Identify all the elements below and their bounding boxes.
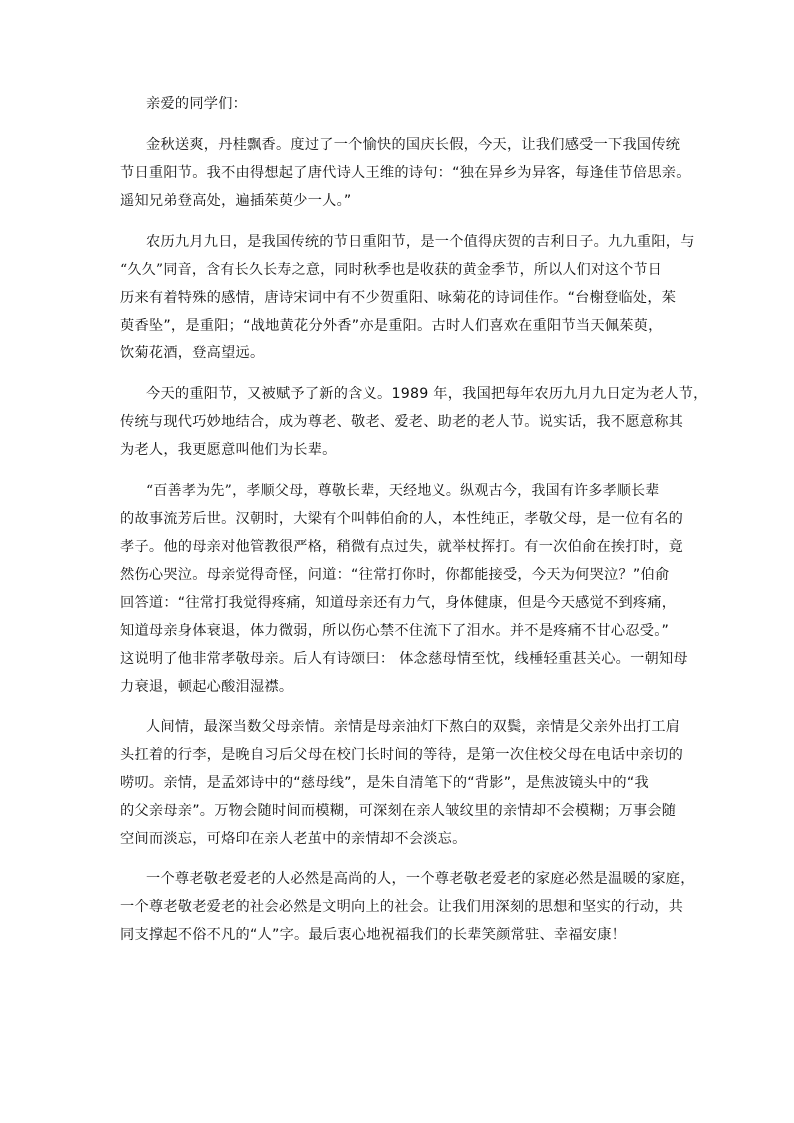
paragraph-6-line-2: 一个尊老敬老爱老的社会必然是文明向上的社会。让我们用深刻的思想和坚实的行动，共 — [120, 899, 684, 915]
paragraph-6-line-1: 一个尊老敬老爱老的人必然是高尚的人，一个尊老敬老爱老的家庭必然是温暖的家庭， — [146, 871, 695, 887]
paragraph-2-line-1: 农历九月九日，是我国传统的节日重阳节，是一个值得庆贺的吉利日子。九九重阳，与 — [146, 234, 695, 250]
paragraph-2-line-3: 历来有着特殊的感情，唐诗宋词中有不少贺重阳、咏菊花的诗词佳作。“台榭登临处，茱 — [120, 290, 677, 306]
paragraph-2-line-5: 饮菊花酒，登高望远。 — [120, 345, 265, 361]
paragraph-5-line-5: 空间而淡忘，可烙印在亲人老茧中的亲情却不会淡忘。 — [120, 831, 467, 847]
paragraph-2-line-2: “久久”同音，含有长久长寿之意，同时秋季也是收获的黄金季节，所以人们对这个节日 — [120, 262, 663, 278]
paragraph-5-line-1: 人间情，最深当数父母亲情。亲情是母亲油灯下熬白的双鬓，亲情是父亲外出打工肩 — [146, 719, 681, 735]
salutation: 亲爱的同学们： — [146, 96, 248, 112]
paragraph-2-line-4: 萸香坠”，是重阳；“战地黄花分外香”亦是重阳。古时人们喜欢在重阳节当天佩茱萸， — [120, 318, 663, 334]
paragraph-4-line-4: 然伤心哭泣。母亲觉得奇怪，问道：“往常打你时，你都能接受，今天为何哭泣？”伯俞 — [120, 567, 670, 583]
paragraph-4-line-7: 这说明了他非常孝敬母亲。后人有诗颂曰： 体念慈母情至忱，线棰轻重甚关心。一朝知母 — [120, 651, 688, 667]
paragraph-5-line-2: 头扛着的行李，是晚自习后父母在校门长时间的等待，是第一次住校父母在电话中亲切的 — [120, 747, 684, 763]
paragraph-3-line-2: 传统与现代巧妙地结合，成为尊老、敬老、爱老、助老的老人节。说实话，我不愿意称其 — [120, 414, 684, 430]
paragraph-4-line-1: “百善孝为先”，孝顺父母，尊敬长辈，天经地义。纵观古今，我国有许多孝顺长辈 — [146, 483, 660, 499]
paragraph-1-line-3: 遥知兄弟登高处，遍插茱萸少一人。” — [120, 193, 352, 209]
paragraph-4-line-2: 的故事流芳后世。汉朝时，大梁有个叫韩伯俞的人，本性纯正，孝敬父母，是一位有名的 — [120, 511, 684, 527]
paragraph-5-line-4: 的父亲母亲”。万物会随时间而模糊，可深刻在亲人皱纹里的亲情却不会模糊；万事会随 — [120, 803, 677, 819]
paragraph-4-line-3: 孝子。他的母亲对他管教很严格，稍微有点过失，就举杖挥打。有一次伯俞在挨打时，竟 — [120, 539, 684, 555]
paragraph-1-line-1: 金秋送爽，丹桂飘香。度过了一个愉快的国庆长假，今天，让我们感受一下我国传统 — [146, 137, 681, 153]
paragraph-3-line-1: 今天的重阳节，又被赋予了新的含义。1989 年，我国把每年农历九月九日定为老人节， — [146, 386, 708, 402]
paragraph-4-line-8: 力衰退，顿起心酸泪湿襟。 — [120, 679, 294, 695]
paragraph-4-line-6: 知道母亲身体衰退，体力微弱，所以伤心禁不住流下了泪水。并不是疼痛不甘心忍受。” — [120, 623, 670, 639]
paragraph-5-line-3: 唠叨。亲情，是孟郊诗中的“慈母线”，是朱自清笔下的“背影”，是焦波镜头中的“我 — [120, 775, 649, 791]
paragraph-6-line-3: 同支撑起不俗不凡的“人”字。最后衷心地祝福我们的长辈笑颜常驻、幸福安康！ — [120, 927, 627, 943]
paragraph-4-line-5: 回答道：“往常打我觉得疼痛，知道母亲还有力气，身体健康，但是今天感觉不到疼痛， — [120, 595, 677, 611]
paragraph-3-line-3: 为老人，我更愿意叫他们为长辈。 — [120, 442, 337, 458]
paragraph-1-line-2: 节日重阳节。我不由得想起了唐代诗人王维的诗句：“独在异乡为异客，每逢佳节倍思亲。 — [120, 165, 691, 181]
